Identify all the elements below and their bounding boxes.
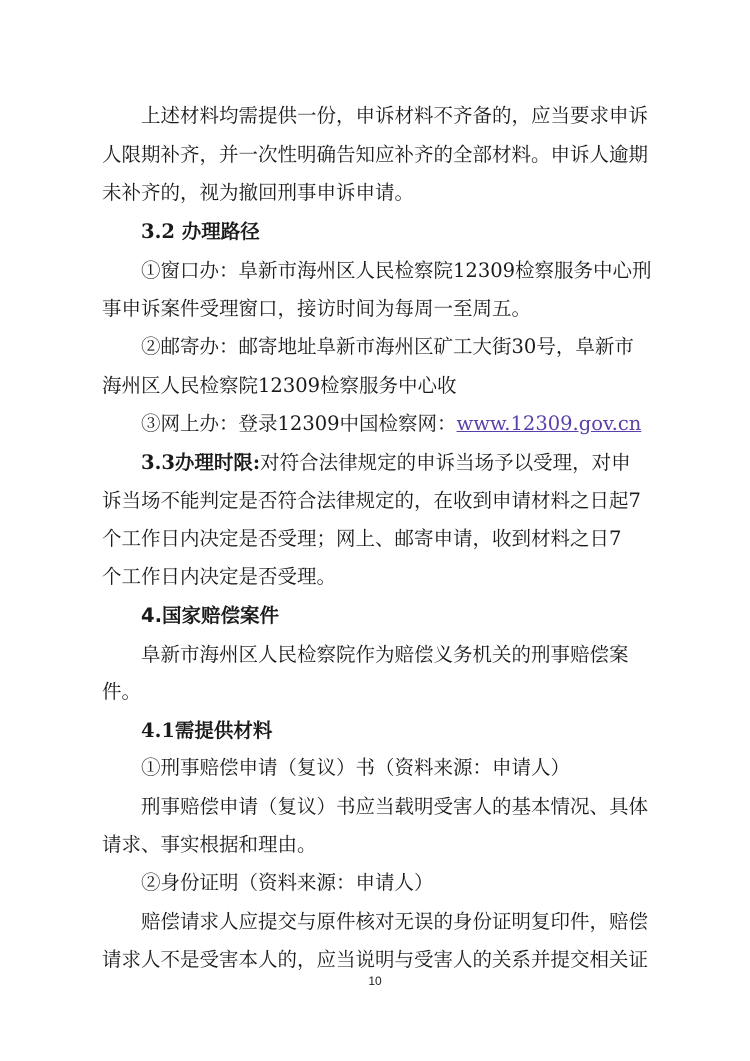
- website-link[interactable]: www.12309.gov.cn: [456, 412, 642, 435]
- paragraph-line: [141, 414, 662, 434]
- paragraph-line: 请求人不是受害本人的，应当说明与受害人的关系并提交相关证: [102, 948, 649, 971]
- paragraph-line: ②邮寄办：邮寄地址阜新市海州区矿工大街30号，阜新市: [141, 335, 634, 358]
- paragraph-line: 阜新市海州区人民检察院作为赔偿义务机关的刑事赔偿案: [141, 643, 629, 666]
- section-heading-3-2: 3.2 办理路径: [141, 220, 260, 243]
- paragraph-line: 件。: [102, 680, 142, 703]
- paragraph-line: 人限期补齐，并一次性明确告知应补齐的全部材料。申诉人逾期: [102, 143, 649, 166]
- paragraph-line: ①刑事赔偿申请（复议）书（资料来源：申请人）: [141, 756, 571, 779]
- paragraph-line: 事申诉案件受理窗口，接访时间为每周一至周五。: [102, 297, 532, 320]
- page-number: 10: [368, 974, 382, 988]
- paragraph-line: 上述材料均需提供一份，申诉材料不齐备的，应当要求申诉: [141, 104, 649, 127]
- paragraph-line: [141, 453, 662, 473]
- paragraph-line: 未补齐的，视为撤回刑事申诉申请。: [102, 181, 415, 204]
- paragraph-line: 个工作日内决定是否受理。: [102, 565, 337, 588]
- section-heading-3-3: 3.3办理时限:: [141, 451, 261, 474]
- section-heading-4-1: 4.1需提供材料: [141, 719, 273, 742]
- paragraph-line: 个工作日内决定是否受理；网上、邮寄申请，收到材料之日7: [102, 527, 622, 550]
- section-heading-4: 4.国家赔偿案件: [141, 604, 279, 627]
- paragraph-line: 诉当场不能判定是否符合法律规定的，在收到申请材料之日起7: [102, 489, 641, 512]
- paragraph-line: ②身份证明（资料来源：申请人）: [141, 871, 434, 894]
- paragraph-line: ①窗口办：阜新市海州区人民检察院12309检察服务中心刑: [141, 259, 652, 282]
- paragraph-line: 海州区人民检察院12309检察服务中心收: [102, 374, 457, 397]
- paragraph-text: 对符合法律规定的申诉当场予以受理，对申: [260, 451, 631, 474]
- online-label: ③网上办：登录12309中国检察网：: [141, 412, 457, 435]
- paragraph-line: 赔偿请求人应提交与原件核对无误的身份证明复印件，赔偿: [141, 910, 649, 933]
- paragraph-line: 刑事赔偿申请（复议）书应当载明受害人的基本情况、具体: [141, 795, 649, 818]
- paragraph-line: 请求、事实根据和理由。: [102, 833, 317, 856]
